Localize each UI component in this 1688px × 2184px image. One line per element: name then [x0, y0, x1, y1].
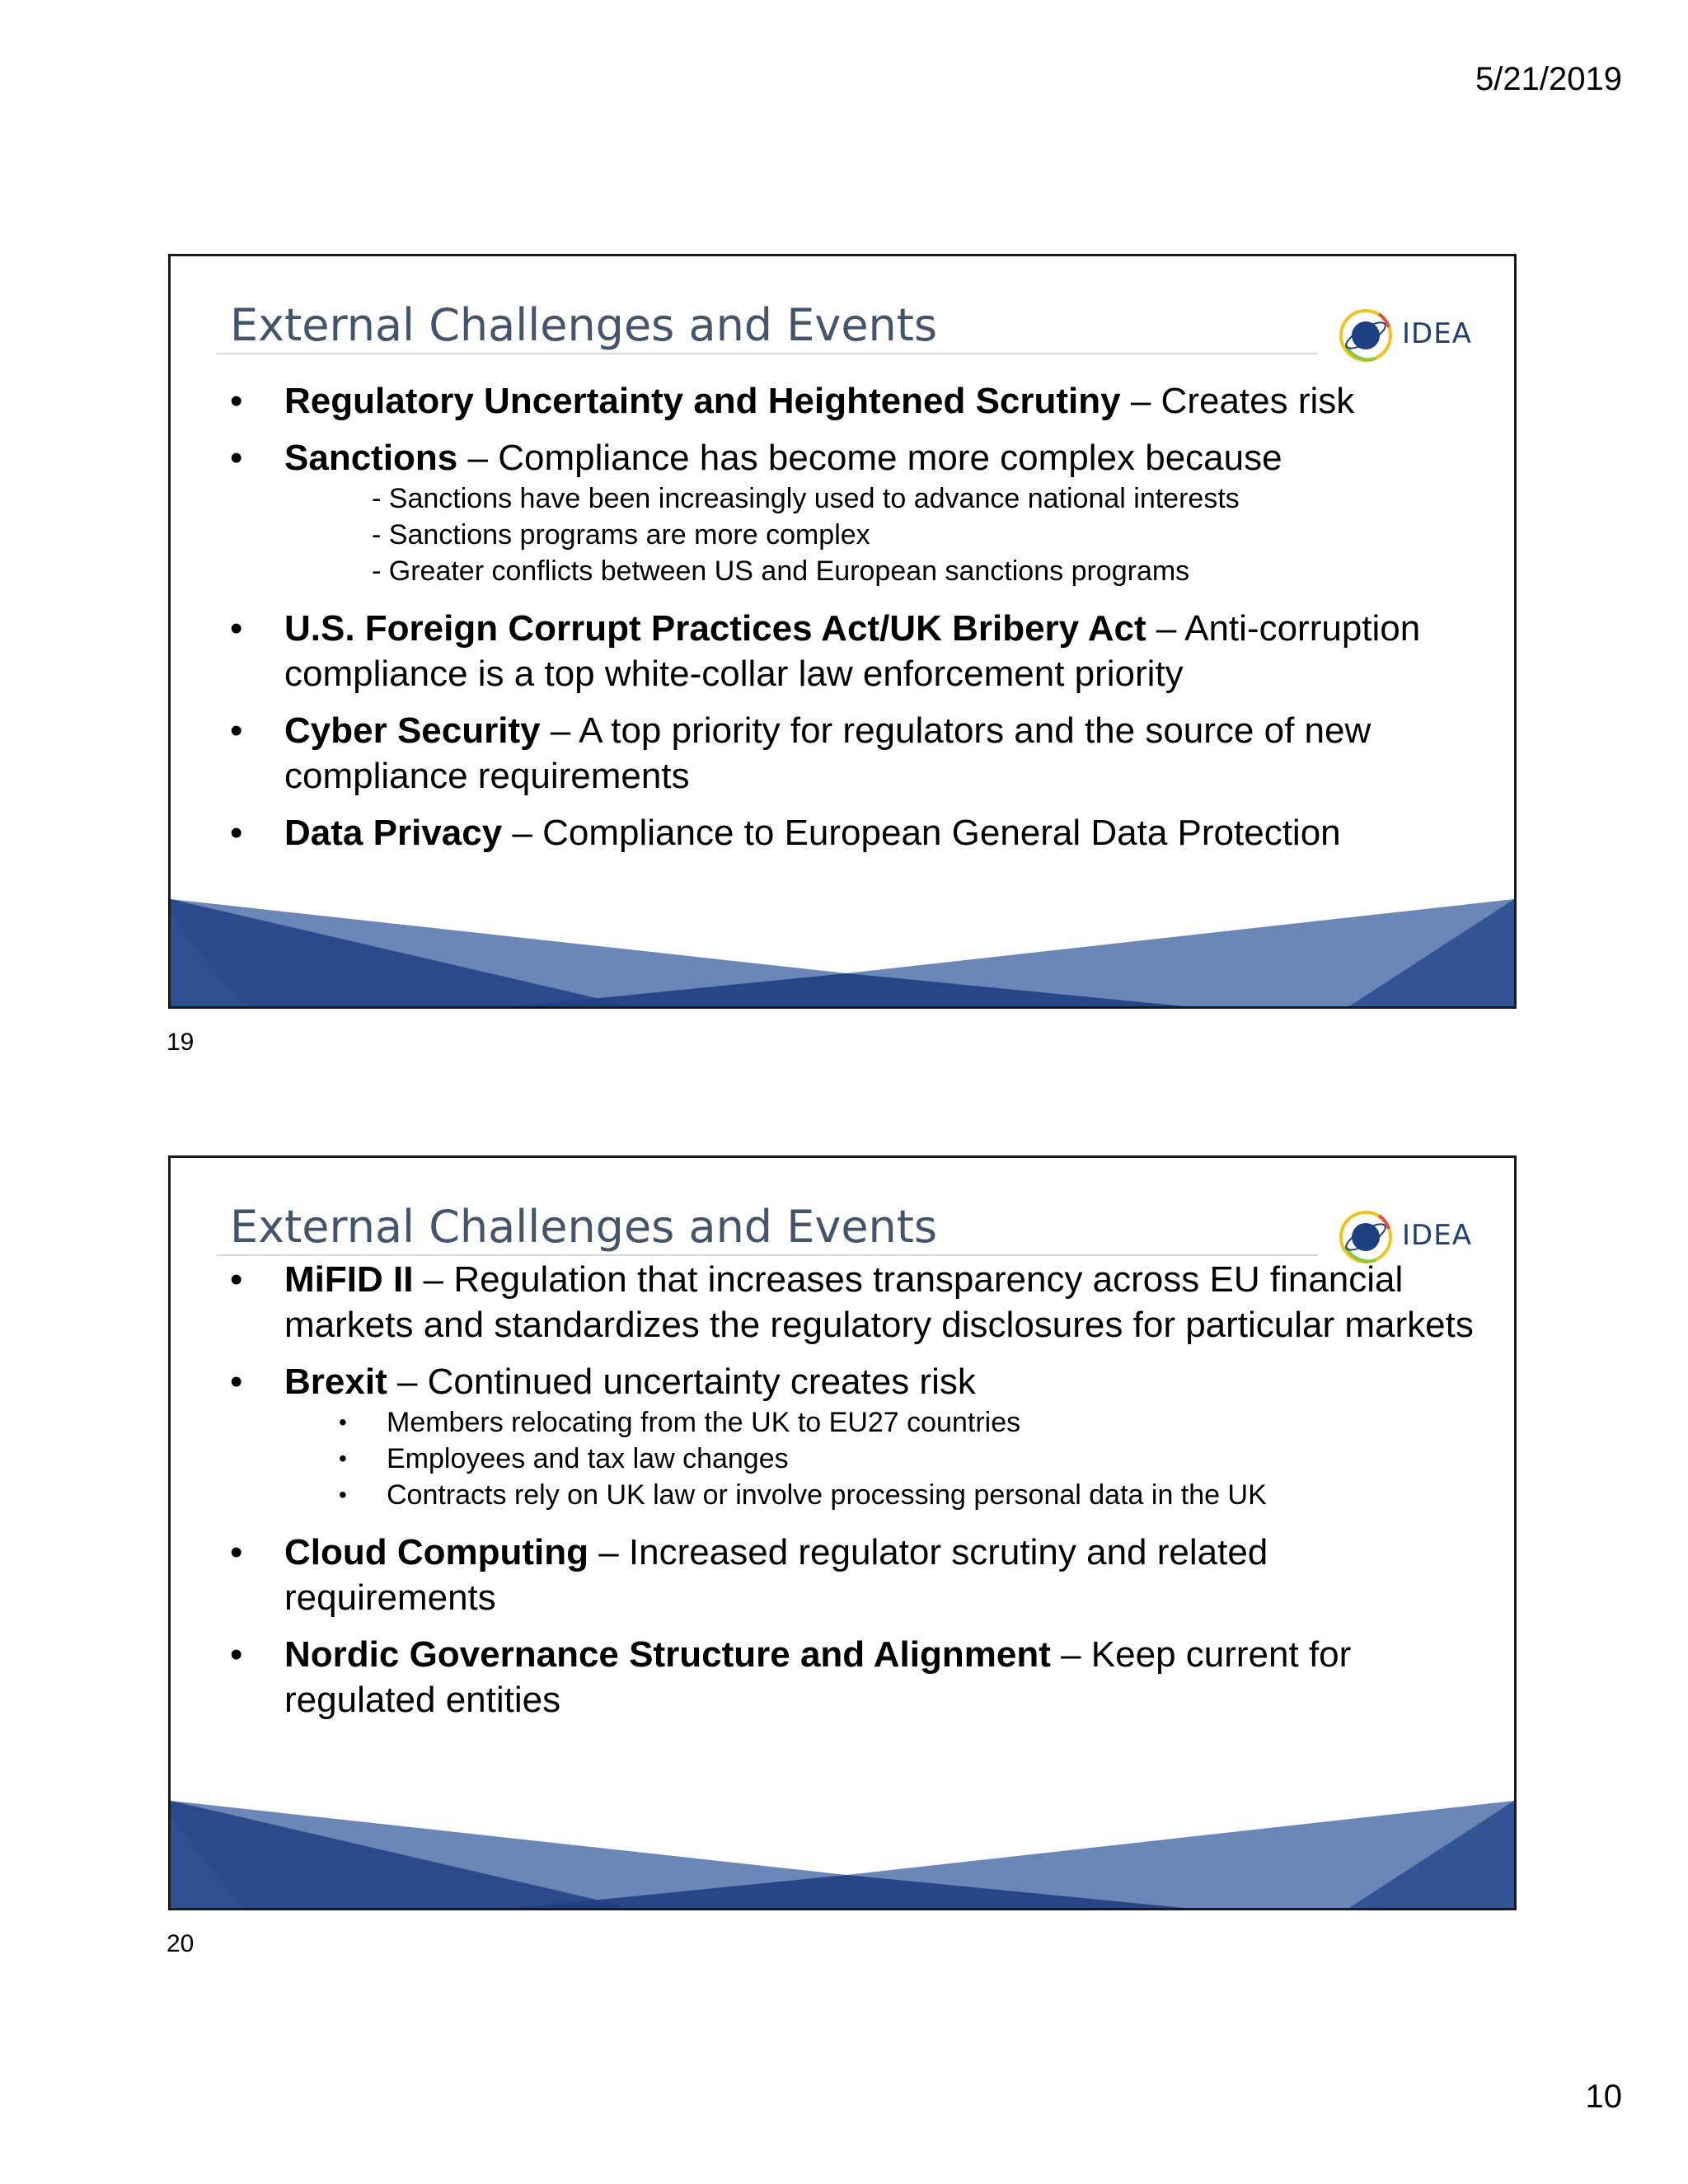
- bullet-text: – Increased regulator scrutiny and related requirements: [284, 1532, 1268, 1618]
- bullet-data-privacy: [230, 810, 1483, 855]
- bullet-text: – Keep current for regulated entities: [284, 1634, 1352, 1720]
- sub-item: - Greater conflicts between US and European sanctions programs: [372, 555, 1190, 587]
- bullet-heading: Nordic Governance Structure and Alignment: [284, 1634, 1051, 1675]
- bullet-heading: MiFID II: [284, 1259, 414, 1300]
- bullet-list: [230, 378, 1483, 867]
- bullet-regulatory: [230, 378, 1483, 424]
- bullet-heading: Sanctions: [284, 438, 458, 478]
- sub-item: - Sanctions have been increasingly used to advance national interests: [372, 483, 1240, 514]
- sanctions-sub-list: [284, 480, 1483, 589]
- slide-19: [168, 254, 1517, 1009]
- bullet-text: – A top priority for regulators and the source of new compliance requirements: [284, 710, 1372, 796]
- bullet-text: – Anti-corruption compliance is a top white-collar law enforcement priority: [284, 608, 1421, 694]
- sub-item: • Employees and tax law changes: [284, 1441, 1483, 1477]
- bullet-mifid: [230, 1257, 1483, 1347]
- bullet-heading: U.S. Foreign Corrupt Practices Act/UK Bribery Act: [284, 608, 1146, 649]
- globe-icon: [1338, 302, 1395, 368]
- slide-number: 20: [166, 1930, 195, 1957]
- bullet-text: – Creates risk: [1120, 381, 1355, 421]
- decorative-band: [171, 899, 1514, 1006]
- brexit-sub-list: [284, 1404, 1483, 1513]
- bullet-heading: Brexit: [284, 1361, 387, 1402]
- bullet-list: [230, 1257, 1483, 1734]
- bullet-brexit: [230, 1359, 1483, 1513]
- bullet-text: – Regulation that increases transparency across EU financial markets and standardizes the regulatory disclosures for particular markets: [284, 1259, 1474, 1345]
- bullet-text: – Compliance has become more complex because: [457, 438, 1282, 478]
- bullet-cyber-security: [230, 708, 1483, 799]
- slide-number: 19: [166, 1029, 195, 1056]
- logo-text: IDEA: [1402, 317, 1472, 350]
- bullet-heading: Regulatory Uncertainty and Heightened Scrutiny: [284, 381, 1121, 421]
- page-number: 10: [1585, 2079, 1622, 2115]
- decorative-band: [171, 1801, 1514, 1908]
- slide-title: External Challenges and Events: [230, 1201, 938, 1253]
- bullet-sanctions: [230, 435, 1483, 589]
- bullet-text: – Compliance to European General Data Protection: [502, 813, 1341, 853]
- bullet-heading: Cloud Computing: [284, 1532, 589, 1572]
- slide-title: External Challenges and Events: [230, 299, 938, 351]
- slide-20: [168, 1155, 1517, 1910]
- sub-item: • Contracts rely on UK law or involve processing personal data in the UK: [284, 1477, 1483, 1513]
- logo-text: IDEA: [1402, 1219, 1472, 1252]
- sub-item: • Members relocating from the UK to EU27 countries: [284, 1404, 1483, 1441]
- title-rule: [217, 1254, 1318, 1256]
- idea-logo: [1338, 302, 1486, 368]
- bullet-heading: Cyber Security: [284, 710, 541, 751]
- bullet-heading: Data Privacy: [284, 813, 503, 853]
- bullet-text: – Continued uncertainty creates risk: [387, 1361, 976, 1402]
- sub-item: - Sanctions programs are more complex: [372, 519, 870, 551]
- bullet-cloud-computing: [230, 1530, 1483, 1620]
- title-rule: [217, 353, 1318, 354]
- bullet-nordic-governance: [230, 1632, 1483, 1722]
- page-date: 5/21/2019: [1475, 61, 1622, 97]
- bullet-fcpa: [230, 606, 1483, 696]
